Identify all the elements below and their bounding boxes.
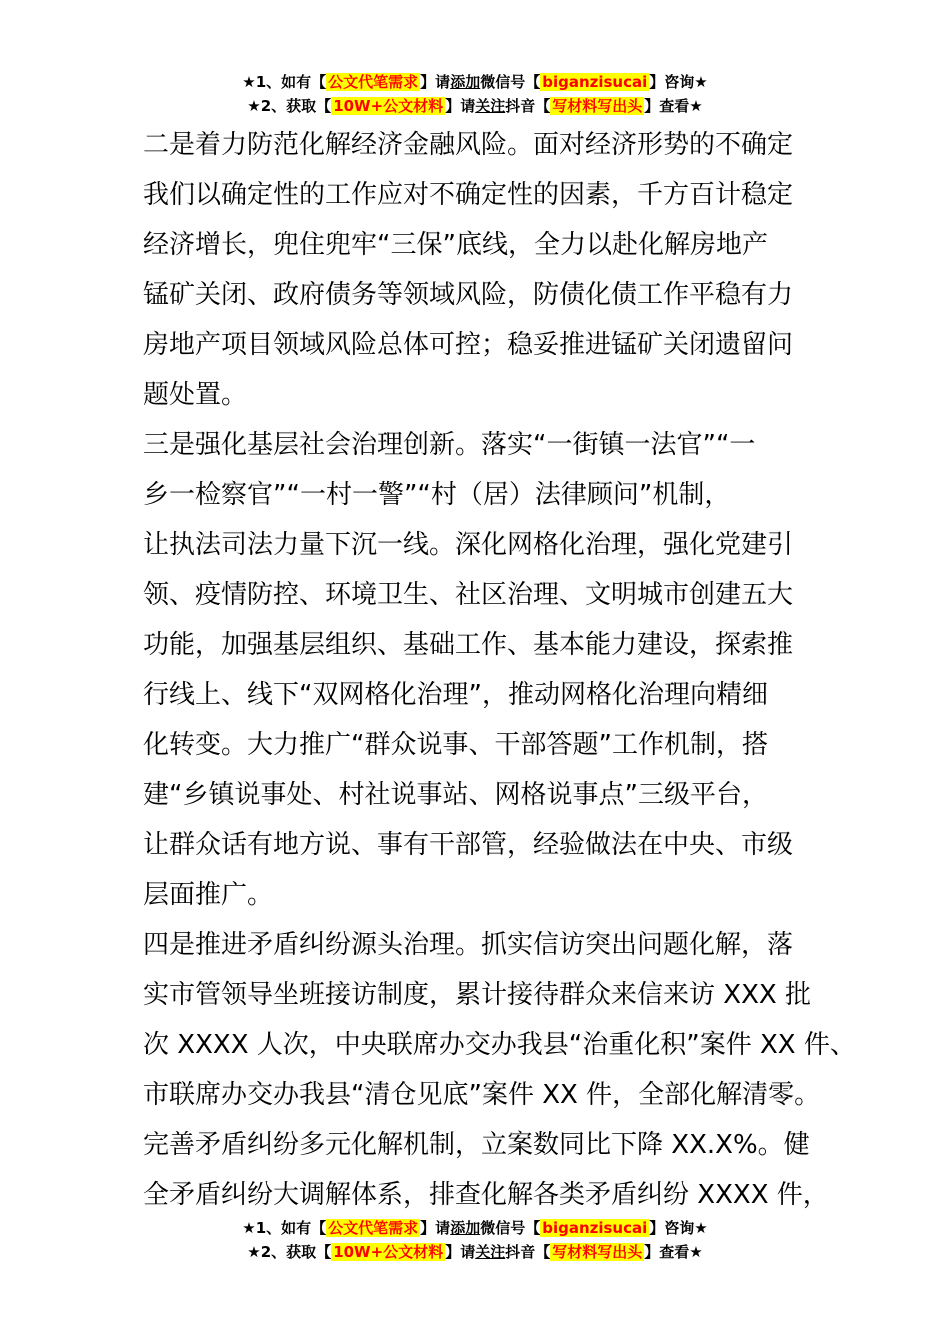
body-line: 让执法司法力量下沉一线。深化网格化治理，强化党建引 [143, 530, 794, 560]
body-line: 让群众话有地方说、事有干部管，经验做法在中央、市级 [143, 830, 794, 860]
top-banner [0, 70, 950, 118]
banner-line-1: ★1、如有【 公文代笔需求 】请添加微信号【 biganzisucai 】咨询★ [242, 73, 708, 91]
body-line: 建“乡镇说事处、村社说事站、网格说事点”三级平台， [143, 780, 768, 810]
body-line: 房地产项目领域风险总体可控；稳妥推进锰矿关闭遗留问 [143, 330, 794, 360]
document-body [143, 120, 856, 1220]
highlight-materials: 10W+公文材料 [333, 97, 444, 115]
highlight-service: 公文代笔需求 [328, 1219, 419, 1237]
bottom-banner [0, 1216, 950, 1264]
body-line: 乡一检察官”“一村一警”“村（居）法律顾问”机制， [143, 480, 731, 510]
body-line: 四是推进矛盾纠纷源头治理。抓实信访突出问题化解，落 [143, 930, 794, 960]
body-line: 次 XXXX 人次，中央联席办交办我县“治重化积”案件 XX 件、 [143, 1030, 856, 1060]
body-line: 化转变。大力推广“群众说事、干部答题”工作机制，搭 [143, 730, 768, 760]
body-line: 三是强化基层社会治理创新。落实“一街镇一法官”“一 [143, 430, 756, 460]
body-line: 层面推广。 [143, 880, 274, 910]
banner-line-2: ★2、获取【 10W+公文材料 】请关注抖音【 写材料写出头 】查看★ [247, 1243, 703, 1261]
body-line: 完善矛盾纠纷多元化解机制，立案数同比下降 XX.X%。健 [143, 1130, 810, 1160]
banner-line-2: ★2、获取【 10W+公文材料 】请关注抖音【 写材料写出头 】查看★ [247, 97, 703, 115]
highlight-douyin: 写材料写出头 [552, 1243, 643, 1261]
body-line: 行线上、线下“双网格化治理”，推动网格化治理向精细 [143, 680, 768, 710]
highlight-wechat-id: biganzisucai [542, 73, 648, 91]
body-line: 我们以确定性的工作应对不确定性的因素，千方百计稳定 [143, 180, 794, 210]
highlight-materials: 10W+公文材料 [333, 1243, 444, 1261]
body-line: 功能，加强基层组织、基础工作、基本能力建设，探索推 [143, 630, 794, 660]
body-line: 题处置。 [143, 380, 248, 410]
highlight-service: 公文代笔需求 [328, 73, 419, 91]
body-line: 领、疫情防控、环境卫生、社区治理、文明城市创建五大 [143, 580, 794, 610]
highlight-wechat-id: biganzisucai [542, 1219, 648, 1237]
body-line: 锰矿关闭、政府债务等领域风险，防债化债工作平稳有力 [143, 280, 794, 310]
banner-line-1: ★1、如有【 公文代笔需求 】请添加微信号【 biganzisucai 】咨询★ [242, 1219, 708, 1237]
body-line: 实市管领导坐班接访制度，累计接待群众来信来访 XXX 批 [143, 980, 811, 1010]
highlight-douyin: 写材料写出头 [552, 97, 643, 115]
body-line: 二是着力防范化解经济金融风险。面对经济形势的不确定 [143, 130, 794, 160]
body-line: 市联席办交办我县“清仓见底”案件 XX 件，全部化解清零。 [143, 1080, 821, 1110]
body-line: 经济增长，兜住兜牢“三保”底线，全力以赴化解房地产 [143, 230, 768, 260]
body-line: 全矛盾纠纷大调解体系，排查化解各类矛盾纠纷 XXXX 件， [143, 1180, 829, 1210]
